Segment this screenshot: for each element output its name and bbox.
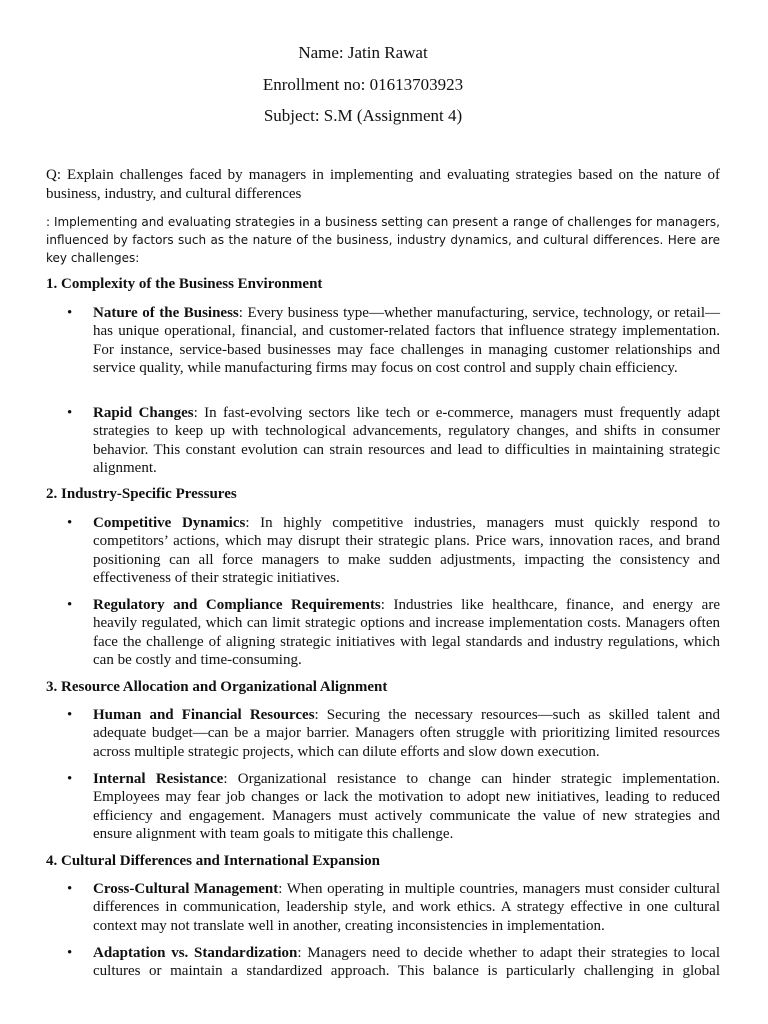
list-item [93, 514, 720, 587]
section-heading: 3. Resource Allocation and Organizational Alignment [46, 679, 388, 695]
list-item [93, 770, 720, 843]
item-term: Regulatory and Compliance Requirements [93, 597, 381, 613]
bullet-icon: • [67, 305, 73, 321]
list-item [93, 944, 720, 981]
section-heading: 1. Complexity of the Business Environment [46, 276, 323, 292]
subject-line: Subject: S.M (Assignment 4) [263, 106, 463, 125]
item-term: Competitive Dynamics [93, 515, 246, 531]
item-term: Internal Resistance [93, 771, 224, 787]
question-text: Q: Explain challenges faced by managers in implementing and evaluating strategies based on the nature of business, industry, and cultural differences [46, 167, 720, 202]
student-name: Name: Jatin Rawat [298, 43, 428, 62]
bullet-icon: • [67, 597, 73, 613]
item-text: : Managers need to decide whether to adapt their strategies to local cultures or maintain a standardized approach. This balance is particularly challenging in global [93, 945, 720, 980]
section-heading: 4. Cultural Differences and International Expansion [46, 853, 380, 869]
list-item [93, 880, 720, 935]
list-item [93, 304, 720, 377]
item-term: Cross-Cultural Management [93, 881, 279, 897]
section-heading: 2. Industry-Specific Pressures [46, 486, 237, 502]
item-text: : Securing the necessary resources—such as skilled talent and adequate budget—can be a major barrier. Managers often struggle with prioritizing limited resources across multiple strategic projects, which can dilute efforts and slow down execution. [93, 707, 720, 760]
item-term: Nature of the Business [93, 305, 239, 321]
bullet-icon: • [67, 771, 73, 787]
list-item [93, 596, 720, 669]
bullet-icon: • [67, 881, 73, 897]
bullet-icon: • [67, 707, 73, 723]
item-term: Rapid Changes [93, 405, 194, 421]
bullet-icon: • [67, 405, 73, 421]
item-text: : In fast-evolving sectors like tech or e-commerce, managers must frequently adapt strategies to keep up with technological advancements, regulatory changes, and shifts in consumer behavior. This constant evolution can strain resources and lead to difficulties in maintaining strategic alignment. [93, 405, 720, 476]
item-text: : When operating in multiple countries, managers must consider cultural differences in communication, leadership style, and work ethics. A strategy effective in one cultural context may not translate well in another, creating inconsistencies in implementation. [93, 881, 720, 934]
item-term: Human and Financial Resources [93, 707, 315, 723]
item-text: : Every business type—whether manufacturing, service, technology, or retail—has unique operational, financial, and customer-related factors that influence strategy implementation. For instance, service-based businesses may face challenges in managing customer relationships and service quality, while manufacturing firms may focus on cost control and supply chain efficiency. [93, 305, 720, 376]
intro-paragraph: : Implementing and evaluating strategies in a business setting can present a range of challenges for managers, influenced by factors such as the nature of the business, industry dynamics, and cultural differences. Here are key challenges: [46, 215, 720, 265]
list-item [93, 404, 720, 477]
item-text: : Industries like healthcare, finance, and energy are heavily regulated, which can limit strategic options and increase implementation costs. Managers often face the challenge of aligning strategic initiatives with legal standards and industry regulations, which can be costly and time-consuming. [93, 597, 720, 668]
item-text: : Organizational resistance to change can hinder strategic implementation. Employees may fear job changes or lack the motivation to adopt new initiatives, leading to reduced efficiency and engagement. Managers must actively communicate the value of new strategies and ensure alignment with team goals to mitigate this challenge. [93, 771, 720, 842]
list-item [93, 706, 720, 761]
bullet-icon: • [67, 515, 73, 531]
enrollment-number: Enrollment no: 01613703923 [262, 75, 464, 94]
item-text: : In highly competitive industries, managers must quickly respond to competitors’ actions, which may disrupt their strategic plans. Price wars, innovation races, and brand positioning can all force managers to make sudden adjustments, impacting the consistency and effectiveness of their strategic initiatives. [93, 515, 720, 586]
item-term: Adaptation vs. Standardization [93, 945, 298, 961]
bullet-icon: • [67, 945, 73, 961]
